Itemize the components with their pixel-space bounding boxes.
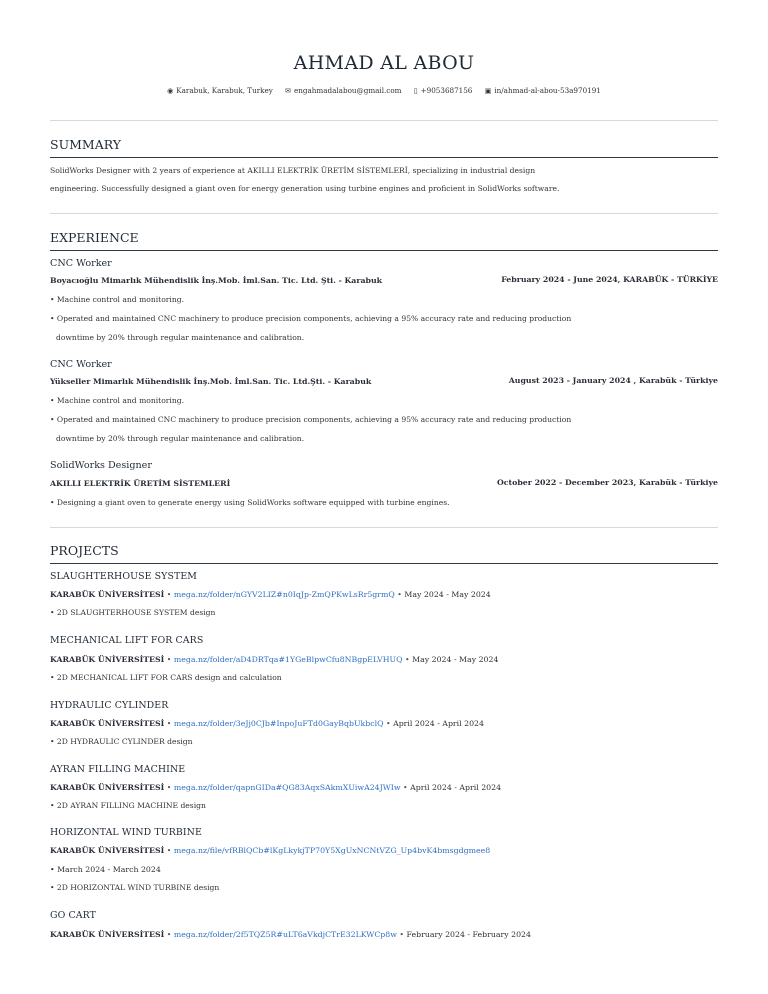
- project-date: • March 2024 - March 2024: [50, 865, 161, 874]
- separator: •: [399, 930, 405, 939]
- job-bullet: • Designing a giant oven to generate energy using SolidWorks software equipped with turbine engines.: [50, 498, 450, 507]
- separator: •: [403, 783, 408, 792]
- job-date: October 2022 - December 2023, Karabük - Türkiye: [497, 478, 718, 487]
- contact-location: [167, 86, 273, 95]
- job-company: Boyacıoğlu Mimarlık Mühendislik İnş.Mob. İml.San. Tic. Ltd. Şti. - Karabuk: [50, 276, 383, 285]
- project-org: KARABÜK ÜNİVERSİTESİ: [50, 655, 165, 664]
- job-bullet: • Operated and maintained CNC machinery to produce precision components, achieving a 95% accuracy rate and reducing production: [50, 314, 572, 323]
- project-meta: [50, 719, 484, 728]
- summary-heading-rule: [50, 157, 718, 158]
- contact-linkedin[interactable]: [485, 86, 601, 95]
- project-meta: [50, 655, 498, 664]
- job-date: February 2024 - June 2024, KARABÜK - TÜRKİYE: [501, 275, 718, 284]
- project-title: AYRAN FILLING MACHINE: [50, 764, 186, 775]
- separator: •: [166, 590, 172, 599]
- linkedin-text[interactable]: in/ahmad-al-abou-53a970191: [494, 86, 601, 95]
- email-text[interactable]: engahmadalabou@gmail.com: [294, 86, 402, 95]
- separator: •: [397, 590, 402, 599]
- experience-divider: [50, 527, 718, 528]
- candidate-name: AHMAD AL ABOU: [293, 52, 475, 74]
- summary-divider: [50, 213, 718, 214]
- project-link[interactable]: mega.nz/folder/qapnGIDa#QG83AqxSAkmXUiwA24JWIw: [173, 783, 401, 792]
- separator: •: [166, 655, 172, 664]
- job-date: August 2023 - January 2024 , Karabük - Türkiye: [508, 376, 718, 385]
- project-org: KARABÜK ÜNİVERSİTESİ: [50, 930, 165, 939]
- project-org: KARABÜK ÜNİVERSİTESİ: [50, 846, 165, 855]
- project-meta: [50, 846, 490, 855]
- location-pin-icon: ◉: [167, 87, 174, 95]
- job-title: SolidWorks Designer: [50, 460, 152, 471]
- project-meta: [50, 590, 491, 599]
- project-date: May 2024 - May 2024: [404, 590, 491, 599]
- summary-line-1: SolidWorks Designer with 2 years of experience at AKILLI ELEKTRİK ÜRETİM SİSTEMLERİ, specializing in industrial design: [50, 166, 536, 175]
- project-date: February 2024 - February 2024: [406, 930, 531, 939]
- envelope-icon: ✉: [285, 87, 291, 95]
- separator: •: [166, 846, 172, 855]
- projects-heading: PROJECTS: [50, 543, 119, 558]
- project-title: MECHANICAL LIFT FOR CARS: [50, 635, 204, 646]
- project-link[interactable]: mega.nz/file/vfRBlQCb#lKgLkykjTP70Y5XgUxNCNtVZG_Up4bvK4bmsgdgmee8: [173, 846, 491, 855]
- job-bullet: • Machine control and monitoring.: [50, 295, 185, 304]
- contact-email[interactable]: [285, 86, 401, 95]
- phone-icon: ▯: [413, 87, 418, 95]
- job-company: Yükseller Mimarlık Mühendislik İnş.Mob. İml.San. Tic. Ltd.Şti. - Karabuk: [50, 377, 372, 386]
- separator: •: [166, 930, 172, 939]
- separator: •: [385, 719, 391, 728]
- project-link[interactable]: mega.nz/folder/aD4DRTqa#1YGeBlpwCfu8NBgpELVHUQ: [173, 655, 403, 664]
- job-bullet: • Machine control and monitoring.: [50, 396, 185, 405]
- job-bullet-continuation: downtime by 20% through regular maintenance and calibration.: [56, 434, 305, 443]
- experience-heading-rule: [50, 250, 718, 251]
- project-org: KARABÜK ÜNİVERSİTESİ: [50, 590, 165, 599]
- contact-phone[interactable]: [414, 86, 473, 95]
- project-title: SLAUGHTERHOUSE SYSTEM: [50, 571, 197, 582]
- project-link[interactable]: mega.nz/folder/nGYV2LIZ#n0IqJp-ZmQPKwLsRr5grmQ: [173, 590, 395, 599]
- project-title: HORIZONTAL WIND TURBINE: [50, 827, 202, 838]
- project-link[interactable]: mega.nz/folder/2f5TQZ5R#uLT6aVkdjCTrE32LKWCp8w: [173, 930, 397, 939]
- separator: •: [405, 655, 410, 664]
- project-title: GO CART: [50, 910, 96, 921]
- phone-text[interactable]: +9053687156: [420, 86, 473, 95]
- job-bullet: • Operated and maintained CNC machinery to produce precision components, achieving a 95% accuracy rate and reducing production: [50, 415, 572, 424]
- project-description: • 2D AYRAN FILLING MACHINE design: [50, 801, 206, 810]
- project-description: • 2D MECHANICAL LIFT FOR CARS design and calculation: [50, 673, 282, 682]
- project-description: • 2D HYDRAULIC CYLINDER design: [50, 737, 193, 746]
- project-meta: [50, 783, 501, 792]
- project-description: • 2D HORIZONTAL WIND TURBINE design: [50, 883, 220, 892]
- project-org: KARABÜK ÜNİVERSİTESİ: [50, 783, 165, 792]
- job-title: CNC Worker: [50, 258, 112, 269]
- projects-heading-rule: [50, 563, 718, 564]
- linkedin-icon: ▣: [484, 87, 492, 95]
- header-divider: [50, 120, 718, 121]
- project-date: April 2024 - April 2024: [393, 719, 484, 728]
- job-title: CNC Worker: [50, 359, 112, 370]
- separator: •: [166, 719, 172, 728]
- project-date: April 2024 - April 2024: [410, 783, 502, 792]
- summary-line-2: engineering. Successfully designed a giant oven for energy generation using turbine engines and proficient in SolidWorks software.: [50, 184, 560, 193]
- job-bullet-continuation: downtime by 20% through regular maintenance and calibration.: [56, 333, 305, 342]
- project-meta: [50, 930, 531, 939]
- project-title: HYDRAULIC CYLINDER: [50, 700, 169, 711]
- project-link[interactable]: mega.nz/folder/3eJj0CJb#InpoJuFTd0GayBqbUkbclQ: [173, 719, 384, 728]
- project-org: KARABÜK ÜNİVERSİTESİ: [50, 719, 165, 728]
- project-description: • 2D SLAUGHTERHOUSE SYSTEM design: [50, 608, 216, 617]
- experience-heading: EXPERIENCE: [50, 230, 139, 245]
- project-date: May 2024 - May 2024: [412, 655, 499, 664]
- contact-line: [50, 86, 718, 95]
- job-company: AKILLI ELEKTRİK ÜRETİM SİSTEMLERİ: [50, 479, 231, 488]
- separator: •: [166, 783, 172, 792]
- summary-heading: SUMMARY: [50, 137, 122, 152]
- location-text: Karabuk, Karabuk, Turkey: [176, 86, 273, 95]
